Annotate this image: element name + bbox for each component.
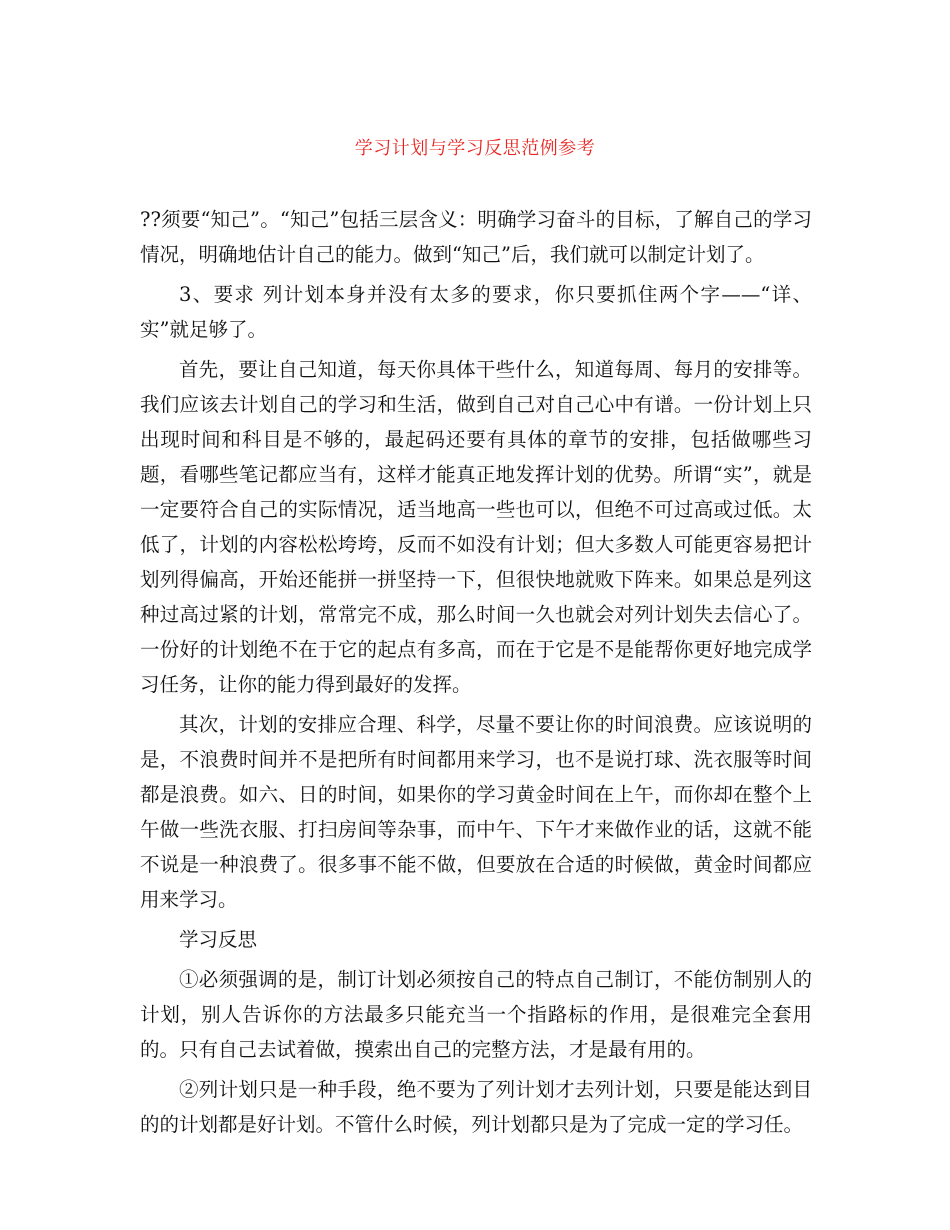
paragraph-first: 首先，要让自己知道，每天你具体干些什么，知道每周、每月的安排等。我们应该去计划自己的学习和生活，做到自己对自己心中有谱。一份计划上只出现时间和科目是不够的，最起码还要有具体的章节的安排，包括做哪些习题，看哪些笔记都应当有，这样才能真正地发挥计划的优势。所谓“实”，就是一定要符合自己的实际情况，适当地高一些也可以，但绝不可过高或过低。太低了，计划的内容松松垮垮，反而不如没有计划；但大多数人可能更容易把计划列得偏高，开始还能拼一拼坚持一下，但很快地就败下阵来。如果总是列这种过高过紧的计划，常常完不成，那么时间一久也就会对列计划失去信心了。一份好的计划绝不在于它的起点有多高，而在于它是不是能帮你更好地完成学习任务，让你的能力得到最好的发挥。 [140,358,812,696]
paragraph-reflection-1: ①必须强调的是，制订计划必须按自己的特点自己制订，不能仿制别人的计划，别人告诉你的方法最多只能充当一个指路标的作用，是很难完全套用的。只有自己去试着做，摸索出自己的完整方法，才是最有用的。 [140,968,812,1061]
paragraph-requirement: 3、要求 列计划本身并没有太多的要求，你只要抓住两个字——“详、实”就足够了。 [140,283,812,341]
paragraph-intro: ??须要“知己”。“知己”包括三层含义：明确学习奋斗的目标，了解自己的学习情况，明确地估计自己的能力。做到“知己”后，我们就可以制定计划了。 [140,208,812,266]
document-body [140,202,812,1147]
paragraph-second: 其次，计划的安排应合理、科学，尽量不要让你的时间浪费。应该说明的是，不浪费时间并不是把所有时间都用来学习，也不是说打球、洗衣服等时间都是浪费。如六、日的时间，如果你的学习黄金时间在上午，而你却在整个上午做一些洗衣服、打扫房间等杂事，而中午、下午才来做作业的话，这就不能不说是一种浪费了。很多事不能不做，但要放在合适的时候做，黄金时间都应用来学习。 [140,713,812,911]
document-title: 学习计划与学习反思范例参考 [354,138,596,159]
section-heading-reflection: 学习反思 [179,928,258,951]
paragraph-reflection-2: ②列计划只是一种手段，绝不要为了列计划才去列计划，只要是能达到目的的计划都是好计划。不管什么时候，列计划都只是为了完成一定的学习任。 [140,1078,812,1136]
